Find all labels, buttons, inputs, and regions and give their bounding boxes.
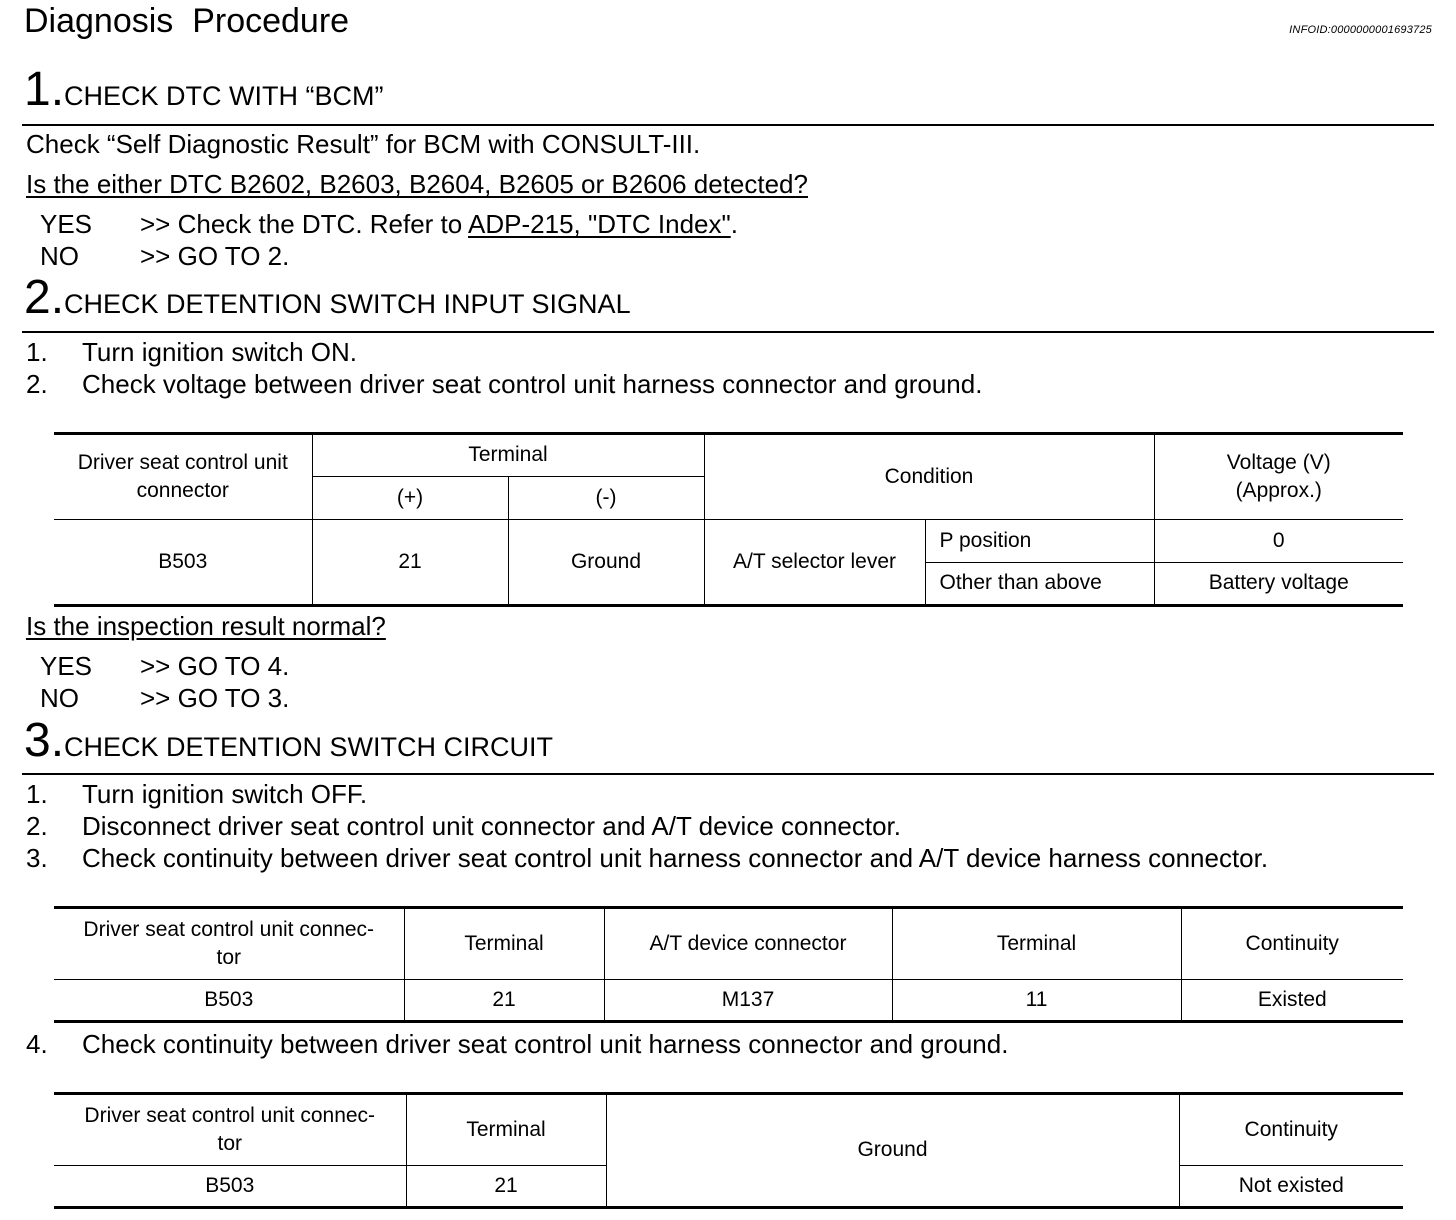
voltage-table [54, 432, 1403, 607]
continuity-table-at-device [54, 906, 1403, 1023]
header-terminal: Terminal [892, 908, 1181, 980]
list-item [26, 339, 357, 365]
cell-connector: B503 [54, 980, 404, 1022]
step-2-heading [24, 271, 631, 324]
yes-suffix: . [730, 209, 738, 239]
header-connector: Driver seat control unit connec- tor [54, 908, 404, 980]
cell-connector: B503 [54, 1166, 406, 1208]
step-1-question: Is the either DTC B2602, B2603, B2604, B2605 or B2606 detected? [26, 169, 808, 199]
page-title: Diagnosis Procedure [24, 2, 350, 40]
cell-terminal: 21 [406, 1166, 606, 1208]
item-text: Disconnect driver seat control unit connector and A/T device connector. [82, 811, 901, 841]
item-text: Check continuity between driver seat control unit harness connector and ground. [82, 1029, 1009, 1059]
header-terminal: Terminal [404, 908, 604, 980]
cell-sub-condition: Other than above [925, 563, 1154, 606]
cell-continuity: Not existed [1179, 1166, 1403, 1208]
divider [22, 124, 1434, 126]
header-voltage: Voltage (V) (Approx.) [1154, 434, 1403, 520]
cell-terminal-minus: Ground [508, 520, 704, 606]
step-2-question: Is the inspection result normal? [26, 611, 386, 641]
cell-continuity: Existed [1181, 980, 1403, 1022]
divider [22, 773, 1434, 775]
item-number: 1. [26, 779, 48, 809]
item-text: Check voltage between driver seat control unit harness connector and ground. [82, 369, 983, 399]
step-2-no [40, 685, 289, 711]
list-item [26, 845, 1268, 871]
item-number: 3. [26, 843, 48, 873]
header-terminal: Terminal [406, 1094, 606, 1166]
list-item [26, 1031, 1008, 1057]
header-continuity: Continuity [1179, 1094, 1403, 1166]
cell-voltage: 0 [1154, 520, 1403, 563]
item-text: Turn ignition switch OFF. [82, 779, 368, 809]
item-number: 2. [26, 369, 48, 399]
step-number: 3. [24, 714, 65, 767]
no-label: NO [40, 241, 79, 271]
header-at-device-connector: A/T device connector [604, 908, 892, 980]
yes-text: >> GO TO 4. [140, 651, 290, 681]
no-label: NO [40, 683, 79, 713]
cell-voltage: Battery voltage [1154, 563, 1403, 606]
table-row [54, 980, 1403, 1022]
yes-text: >> Check the DTC. Refer to [140, 209, 469, 239]
item-text: Check continuity between driver seat control unit harness connector and A/T device harness connector. [82, 843, 1269, 873]
header-connector: Driver seat control unit connector [54, 434, 312, 520]
yes-label: YES [40, 651, 93, 681]
step-title: CHECK DETENTION SWITCH INPUT SIGNAL [64, 289, 631, 319]
item-text: Turn ignition switch ON. [82, 337, 358, 367]
table-row [54, 520, 1403, 563]
cell-condition: A/T selector lever [704, 520, 925, 606]
header-minus: (-) [508, 477, 704, 520]
step-1-yes [40, 211, 738, 237]
dtc-index-link[interactable]: ADP-215, "DTC Index" [468, 209, 731, 239]
step-title: CHECK DTC WITH “BCM” [64, 81, 384, 111]
no-text: >> GO TO 3. [140, 683, 290, 713]
step-1-no [40, 243, 289, 269]
step-1-instruction: Check “Self Diagnostic Result” for BCM with CONSULT-III. [26, 129, 701, 159]
cell-at-device-connector: M137 [604, 980, 892, 1022]
step-number: 2. [24, 271, 65, 324]
header-continuity: Continuity [1181, 908, 1403, 980]
header-plus: (+) [312, 477, 508, 520]
header-connector: Driver seat control unit connec- tor [54, 1094, 406, 1166]
cell-connector: B503 [54, 520, 312, 606]
no-text: >> GO TO 2. [140, 241, 290, 271]
yes-label: YES [40, 209, 93, 239]
cell-ground: Ground [606, 1094, 1179, 1208]
item-number: 4. [26, 1029, 48, 1059]
step-1-heading [24, 63, 384, 116]
header-terminal: Terminal [312, 434, 704, 477]
step-title: CHECK DETENTION SWITCH CIRCUIT [64, 732, 554, 762]
continuity-table-ground [54, 1092, 1403, 1209]
step-3-heading [24, 714, 554, 767]
cell-terminal: 21 [404, 980, 604, 1022]
cell-terminal: 11 [892, 980, 1181, 1022]
step-number: 1. [24, 63, 65, 116]
info-id: INFOID:0000000001693725 [1289, 24, 1432, 36]
item-number: 2. [26, 811, 48, 841]
cell-sub-condition: P position [925, 520, 1154, 563]
list-item [26, 781, 367, 807]
list-item [26, 371, 982, 397]
header-condition: Condition [704, 434, 1154, 520]
divider [22, 331, 1434, 333]
list-item [26, 813, 901, 839]
step-2-yes [40, 653, 289, 679]
cell-terminal-plus: 21 [312, 520, 508, 606]
item-number: 1. [26, 337, 48, 367]
